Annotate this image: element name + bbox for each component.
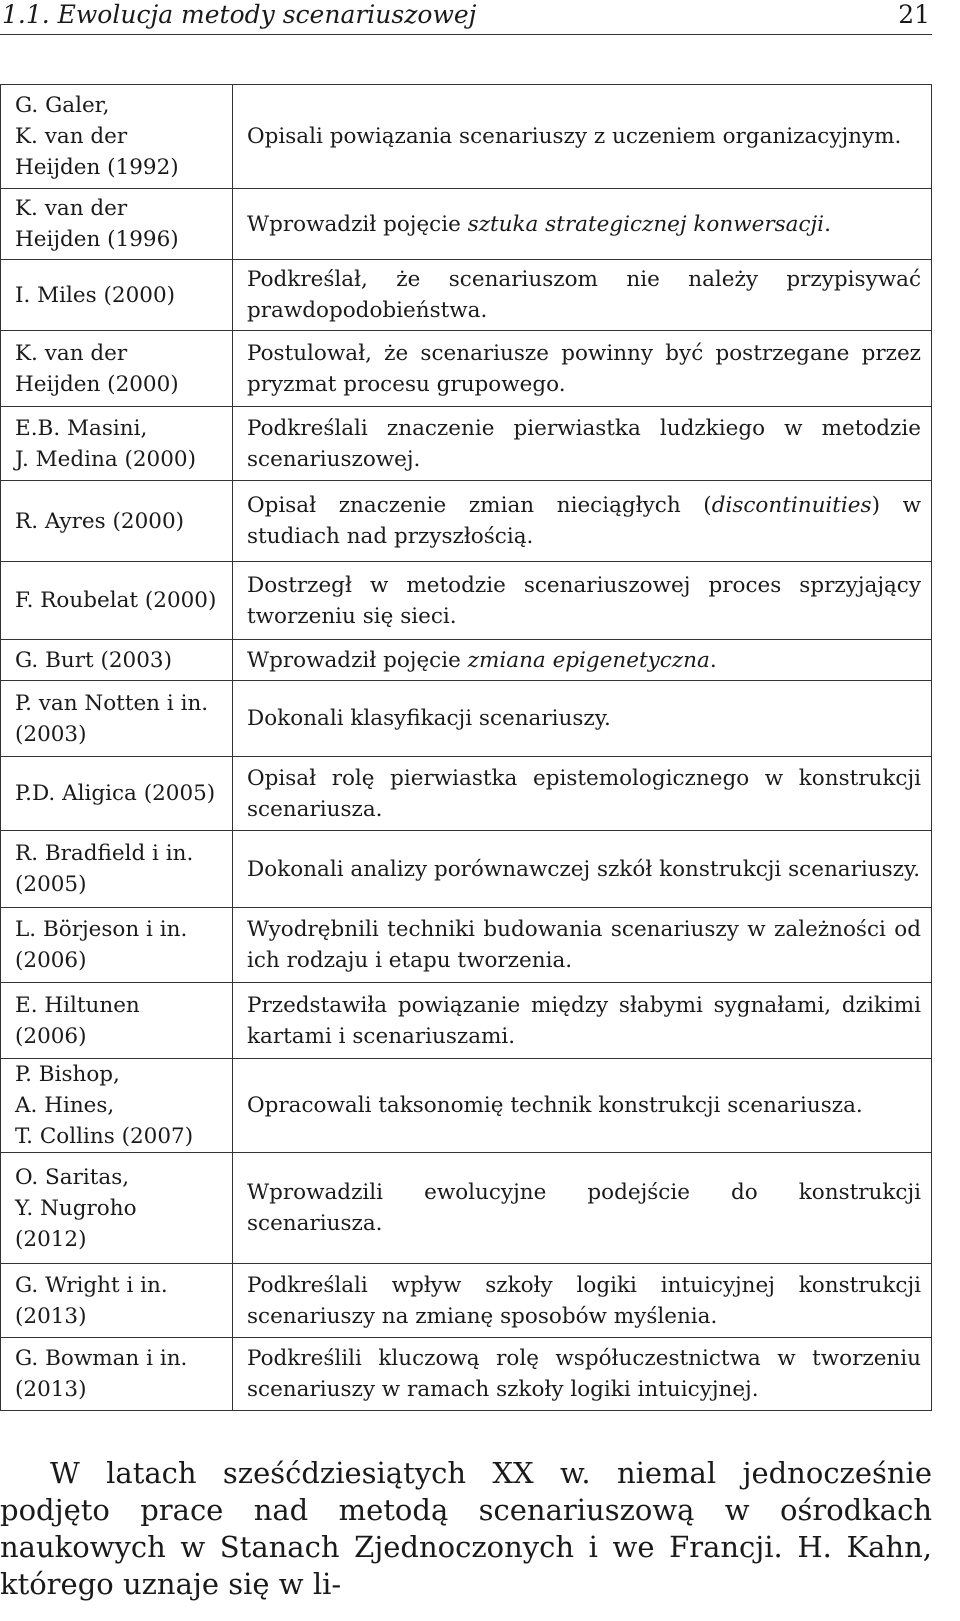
table-row — [1, 85, 932, 189]
description-text: Podkreślili kluczową rolę współuczestnictwa w tworzeniu scenariuszy w ramach szkoły logiki intuicyjnej. — [247, 1346, 921, 1402]
description-text: Podkreślał, że scenariuszom nie należy przypisywać prawdopodobieństwa. — [247, 267, 921, 323]
author-line: Heijden (1996) — [15, 227, 179, 252]
description-cell — [233, 983, 932, 1059]
description-cell — [233, 85, 932, 189]
table-row — [1, 983, 932, 1059]
author-line: L. Börjeson i in. — [15, 917, 188, 942]
description-cell — [233, 189, 932, 260]
italic-term: zmiana epigenetyczna — [467, 647, 710, 673]
author-line: (2012) — [15, 1226, 87, 1252]
author-line: J. Medina (2000) — [15, 446, 196, 472]
table-row — [1, 562, 932, 640]
table-row — [1, 640, 932, 681]
italic-term: sztuka strategicznej konwersacji — [467, 211, 825, 237]
description-text: Opisał rolę pierwiastka epistemologicznego w konstrukcji scenariusza. — [247, 765, 921, 822]
page-header — [0, 0, 932, 35]
author-line: P.D. Aligica (2005) — [15, 781, 216, 806]
author-line: (2006) — [15, 948, 87, 973]
table-row — [1, 189, 932, 260]
author-line: I. Miles (2000) — [15, 282, 176, 308]
description-cell — [233, 407, 932, 481]
description-text: Przedstawiła powiązanie między słabymi sygnałami, dzikimi kartami i scenariuszami. — [247, 992, 921, 1049]
description-cell — [233, 331, 932, 407]
table-row — [1, 1059, 932, 1153]
author-line: (2013) — [15, 1377, 87, 1402]
description-text: Dokonali klasyfikacji scenariuszy. — [247, 706, 611, 731]
table-row — [1, 331, 932, 407]
page-number: 21 — [898, 0, 930, 29]
description-cell — [233, 640, 932, 681]
description-text: . — [824, 211, 831, 237]
description-text: Wprowadził pojęcie — [247, 211, 468, 237]
author-cell — [1, 260, 233, 331]
author-cell — [1, 189, 233, 260]
description-text: Opisali powiązania scenariuszy z uczeniem organizacyjnym. — [247, 124, 902, 149]
description-cell — [233, 1264, 932, 1338]
table-row — [1, 1264, 932, 1338]
author-line: G. Burt (2003) — [15, 647, 172, 673]
author-cell — [1, 908, 233, 983]
author-line: G. Galer, — [15, 93, 110, 118]
italic-term: discontinuities — [711, 493, 872, 518]
author-cell — [1, 1153, 233, 1264]
description-cell — [233, 1153, 932, 1264]
table-row — [1, 831, 932, 908]
description-text: . — [709, 647, 717, 673]
author-cell — [1, 85, 233, 189]
description-cell — [233, 562, 932, 640]
author-cell — [1, 640, 233, 681]
description-text: Opracowali taksonomię technik konstrukcji scenariusza. — [247, 1093, 863, 1118]
author-line: (2013) — [15, 1303, 87, 1329]
author-line: Heijden (1992) — [15, 155, 179, 180]
table-row — [1, 260, 932, 331]
table-row — [1, 908, 932, 983]
author-line: R. Ayres (2000) — [15, 508, 185, 534]
author-line: T. Collins (2007) — [15, 1124, 194, 1149]
author-line: Heijden (2000) — [15, 371, 179, 397]
author-line: E. Hiltunen — [15, 992, 140, 1018]
description-cell — [233, 481, 932, 562]
author-cell — [1, 681, 233, 757]
description-text: Dokonali analizy porównawczej szkół konstrukcji scenariuszy. — [247, 856, 921, 882]
author-cell — [1, 331, 233, 407]
table-row — [1, 1153, 932, 1264]
author-cell — [1, 983, 233, 1059]
description-cell — [233, 1059, 932, 1153]
table-row — [1, 757, 932, 831]
table-row — [1, 481, 932, 562]
author-cell — [1, 831, 233, 908]
description-text: Dostrzegł w metodzie scenariuszowej proces sprzyjający tworzeniu się sieci. — [247, 572, 921, 629]
description-cell — [233, 260, 932, 331]
description-cell — [233, 908, 932, 983]
author-line: R. Bradfield i in. — [15, 841, 194, 866]
author-cell — [1, 1059, 233, 1153]
author-line: K. van der — [15, 340, 128, 366]
description-text: Podkreślali znaczenie pierwiastka ludzkiego w metodzie scenariuszowej. — [247, 415, 921, 472]
author-line: G. Wright i in. — [15, 1272, 168, 1298]
author-line: F. Roubelat (2000) — [15, 588, 217, 613]
author-line: K. van der — [15, 124, 128, 149]
author-cell — [1, 562, 233, 640]
author-line: Y. Nugroho — [15, 1195, 137, 1221]
description-text: Podkreślali wpływ szkoły logiki intuicyjnej konstrukcji scenariuszy na zmianę sposobów myślenia. — [247, 1272, 921, 1329]
author-line: A. Hines, — [15, 1093, 115, 1118]
description-text: Opisał znaczenie zmian nieciągłych ( — [247, 493, 712, 518]
description-cell — [233, 681, 932, 757]
description-text: ) w studiach nad przyszłością. — [247, 493, 921, 549]
description-text: Wprowadzili ewolucyjne podejście do konstrukcji scenariusza. — [247, 1180, 921, 1236]
author-cell — [1, 407, 233, 481]
table-row — [1, 1338, 932, 1411]
author-cell — [1, 1264, 233, 1338]
author-line: (2006) — [15, 1023, 87, 1049]
author-line: E.B. Masini, — [15, 415, 148, 441]
description-text: Wyodrębnili techniki budowania scenariuszy w zależności od ich rodzaju i etapu tworzenia. — [247, 917, 921, 973]
author-line: K. van der — [15, 196, 128, 221]
author-line: G. Bowman i in. — [15, 1346, 188, 1371]
table-row — [1, 681, 932, 757]
description-cell — [233, 831, 932, 908]
body-paragraph: W latach sześćdziesiątych XX w. niemal jednocześnie podjęto prace nad metodą scenariuszową w ośrodkach naukowych w Stanach Zjednoczonych i we Francji. H. Kahn, którego uznaje się w li- — [0, 1456, 932, 1601]
author-cell — [1, 1338, 233, 1411]
description-text: Postulował, że scenariusze powinny być postrzegane przez pryzmat procesu grupowego. — [247, 340, 921, 397]
description-cell — [233, 757, 932, 831]
author-cell — [1, 757, 233, 831]
author-line: (2005) — [15, 872, 87, 897]
description-text: Wprowadził pojęcie — [247, 647, 468, 673]
author-line: (2003) — [15, 721, 87, 747]
scenario-history-table — [0, 84, 932, 1411]
table-row — [1, 407, 932, 481]
author-line: O. Saritas, — [15, 1164, 130, 1190]
author-line: P. Bishop, — [15, 1062, 120, 1087]
author-line: P. van Notten i in. — [15, 690, 209, 716]
author-cell — [1, 481, 233, 562]
section-title: 1.1. Ewolucja metody scenariuszowej — [2, 0, 477, 29]
description-cell — [233, 1338, 932, 1411]
